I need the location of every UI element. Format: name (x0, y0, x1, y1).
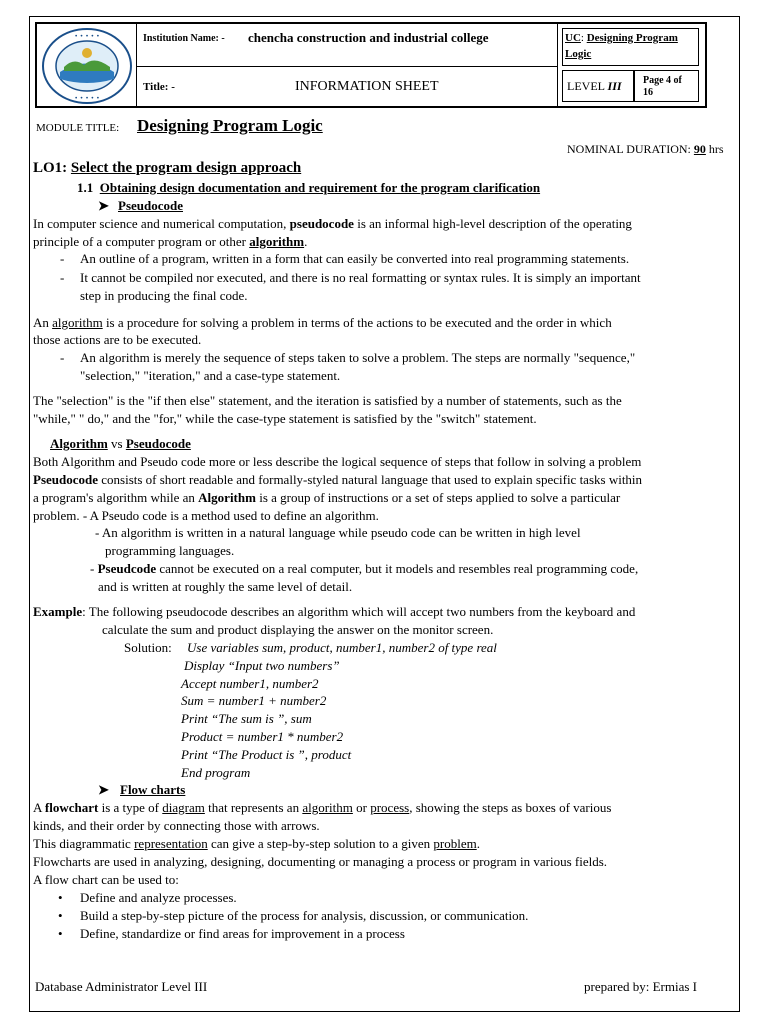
uc-title-line2: Logic (565, 48, 592, 60)
code-line: Accept number1, number2 (181, 676, 319, 691)
lo1-title: Select the program design approach (70, 160, 302, 176)
pseudocode-intro-line2: principle of a computer program or other algorithm. (33, 234, 308, 249)
example-line2: calculate the sum and product displaying the answer on the monitor screen. (102, 622, 494, 637)
code-line: Use variables sum, product, number1, number2 of type real (187, 640, 497, 655)
module-title-label: MODULE TITLE: (36, 122, 120, 134)
flow-para1-line2: kinds, and their order by connecting those with arrows. (33, 818, 320, 833)
institution-label: Institution Name: - (143, 33, 225, 44)
svg-text:• • • • •: • • • • • (74, 95, 100, 102)
college-logo-icon (40, 27, 134, 105)
pseudocode-point: It cannot be compiled nor executed, and there is no real formatting or syntax rules. It is simply an important (80, 270, 641, 285)
uc-prefix: UC (565, 32, 581, 44)
section-number: 1.1 (77, 180, 94, 195)
bullet-dot-icon: • (58, 926, 63, 941)
pseudocode-heading: Pseudocode (118, 198, 183, 213)
section-title: Obtaining design documentation and requirement for the program clarification (99, 180, 541, 195)
unit-of-competence-box (562, 28, 699, 66)
vs-line6: programming languages. (105, 543, 235, 558)
code-line: Print “The sum is ”, sum (181, 711, 312, 726)
header-divider (557, 24, 558, 106)
algorithm-vs-pseudocode-heading: Algorithm vs Pseudocode (50, 436, 191, 451)
vs-line5: - An algorithm is written in a natural language while pseudo code can be written in high level (95, 525, 581, 540)
document-header (35, 22, 707, 108)
vs-line2: Pseudocode consists of short readable and formally-styled natural language that used to explain specific tasks within (33, 472, 643, 487)
header-divider (136, 24, 137, 106)
title-value: INFORMATION SHEET (295, 79, 439, 94)
bullet-dot-icon: • (58, 908, 63, 923)
page-number-box (634, 70, 699, 102)
example-line1: Example: The following pseudocode describes an algorithm which will accept two numbers from the keyboard and (33, 604, 636, 619)
arrow-bullet-icon: ➤ (98, 198, 109, 213)
level-box (562, 70, 634, 102)
nominal-duration-label: NOMINAL DURATION: (567, 142, 691, 156)
algorithm-para-line1: An algorithm is a procedure for solving a problem in terms of the actions to be executed and the order in which (33, 315, 612, 330)
flow-para4: A flow chart can be used to: (33, 872, 179, 887)
code-line: Sum = number1 + number2 (181, 693, 327, 708)
code-line: Print “The Product is ”, product (181, 747, 352, 762)
nominal-duration-value: 90 (693, 142, 706, 156)
code-line: End program (181, 765, 251, 780)
vs-line4: problem. - A Pseudo code is a method used to define an algorithm. (33, 508, 379, 523)
dash-bullet: - (60, 350, 65, 365)
title-label: Title: - (143, 81, 175, 93)
footer-right: prepared by: Ermias I (584, 979, 697, 994)
vs-line3: a program's algorithm while an Algorithm is a group of instructions or a set of steps applied to solve a particular (33, 490, 621, 505)
flow-bullet-item: Define, standardize or find areas for improvement in a process (80, 926, 405, 941)
code-line: Display “Input two numbers” (184, 658, 340, 673)
institution-name: chencha construction and industrial college (248, 30, 489, 45)
module-title: Designing Program Logic (137, 116, 323, 135)
vs-line1: Both Algorithm and Pseudo code more or less describe the logical sequence of steps that follow in solving a problem (33, 454, 642, 469)
page-line2: 16 (643, 87, 653, 98)
page-line1: Page 4 of (643, 75, 682, 86)
level-value: III (607, 79, 622, 93)
svg-text:• • • • •: • • • • • (74, 33, 100, 40)
flow-para2: This diagrammatic representation can give a step-by-step solution to a given problem. (33, 836, 480, 851)
footer-left: Database Administrator Level III (35, 979, 208, 994)
flow-para1-line1: A flowchart is a type of diagram that represents an algorithm or process, showing the steps as boxes of various (33, 800, 612, 815)
code-line: Product = number1 * number2 (181, 729, 344, 744)
lo1-prefix: LO1: (33, 160, 68, 176)
uc-title-line1: Designing Program (586, 32, 678, 44)
pseudocode-point-cont: step in producing the final code. (80, 288, 248, 303)
dash-bullet: - (60, 251, 65, 266)
algorithm-point: An algorithm is merely the sequence of steps taken to solve a problem. The steps are normally "sequence," (80, 350, 636, 365)
flow-charts-heading: Flow charts (120, 782, 186, 797)
selection-para-line1: The "selection" is the "if then else" statement, and the iteration is satisfied by a number of statements, such as the (33, 393, 622, 408)
pseudocode-intro-line1: In computer science and numerical computation, pseudocode is an informal high-level description of the operating (33, 216, 632, 231)
header-divider (136, 66, 557, 67)
vs-line8: and is written at roughly the same level of detail. (98, 579, 353, 594)
algorithm-para-line2: those actions are to be executed. (33, 332, 202, 347)
flow-para3: Flowcharts are used in analyzing, designing, documenting or managing a process or program in various fields. (33, 854, 608, 869)
bullet-dot-icon: • (58, 890, 63, 905)
pseudocode-point: An outline of a program, written in a form that can easily be converted into real programming statements. (80, 251, 630, 266)
flow-bullet-item: Define and analyze processes. (80, 890, 237, 905)
solution-label: Solution: (124, 640, 172, 655)
flow-bullet-item: Build a step-by-step picture of the process for analysis, discussion, or communication. (80, 908, 529, 923)
vs-line7: - Pseudcode cannot be executed on a real computer, but it models and resembles real programming code, (90, 561, 639, 576)
algorithm-point-cont: "selection," "iteration," and a case-type statement. (80, 368, 341, 383)
dash-bullet: - (60, 270, 65, 285)
nominal-duration-unit: hrs (708, 142, 724, 156)
uc-colon: : (580, 32, 584, 44)
arrow-bullet-icon: ➤ (98, 782, 109, 797)
level-label: LEVEL (567, 79, 605, 93)
selection-para-line2: "while," " do," and the "for," while the case-type statement is satisfied by the "switch" statement. (33, 411, 537, 426)
